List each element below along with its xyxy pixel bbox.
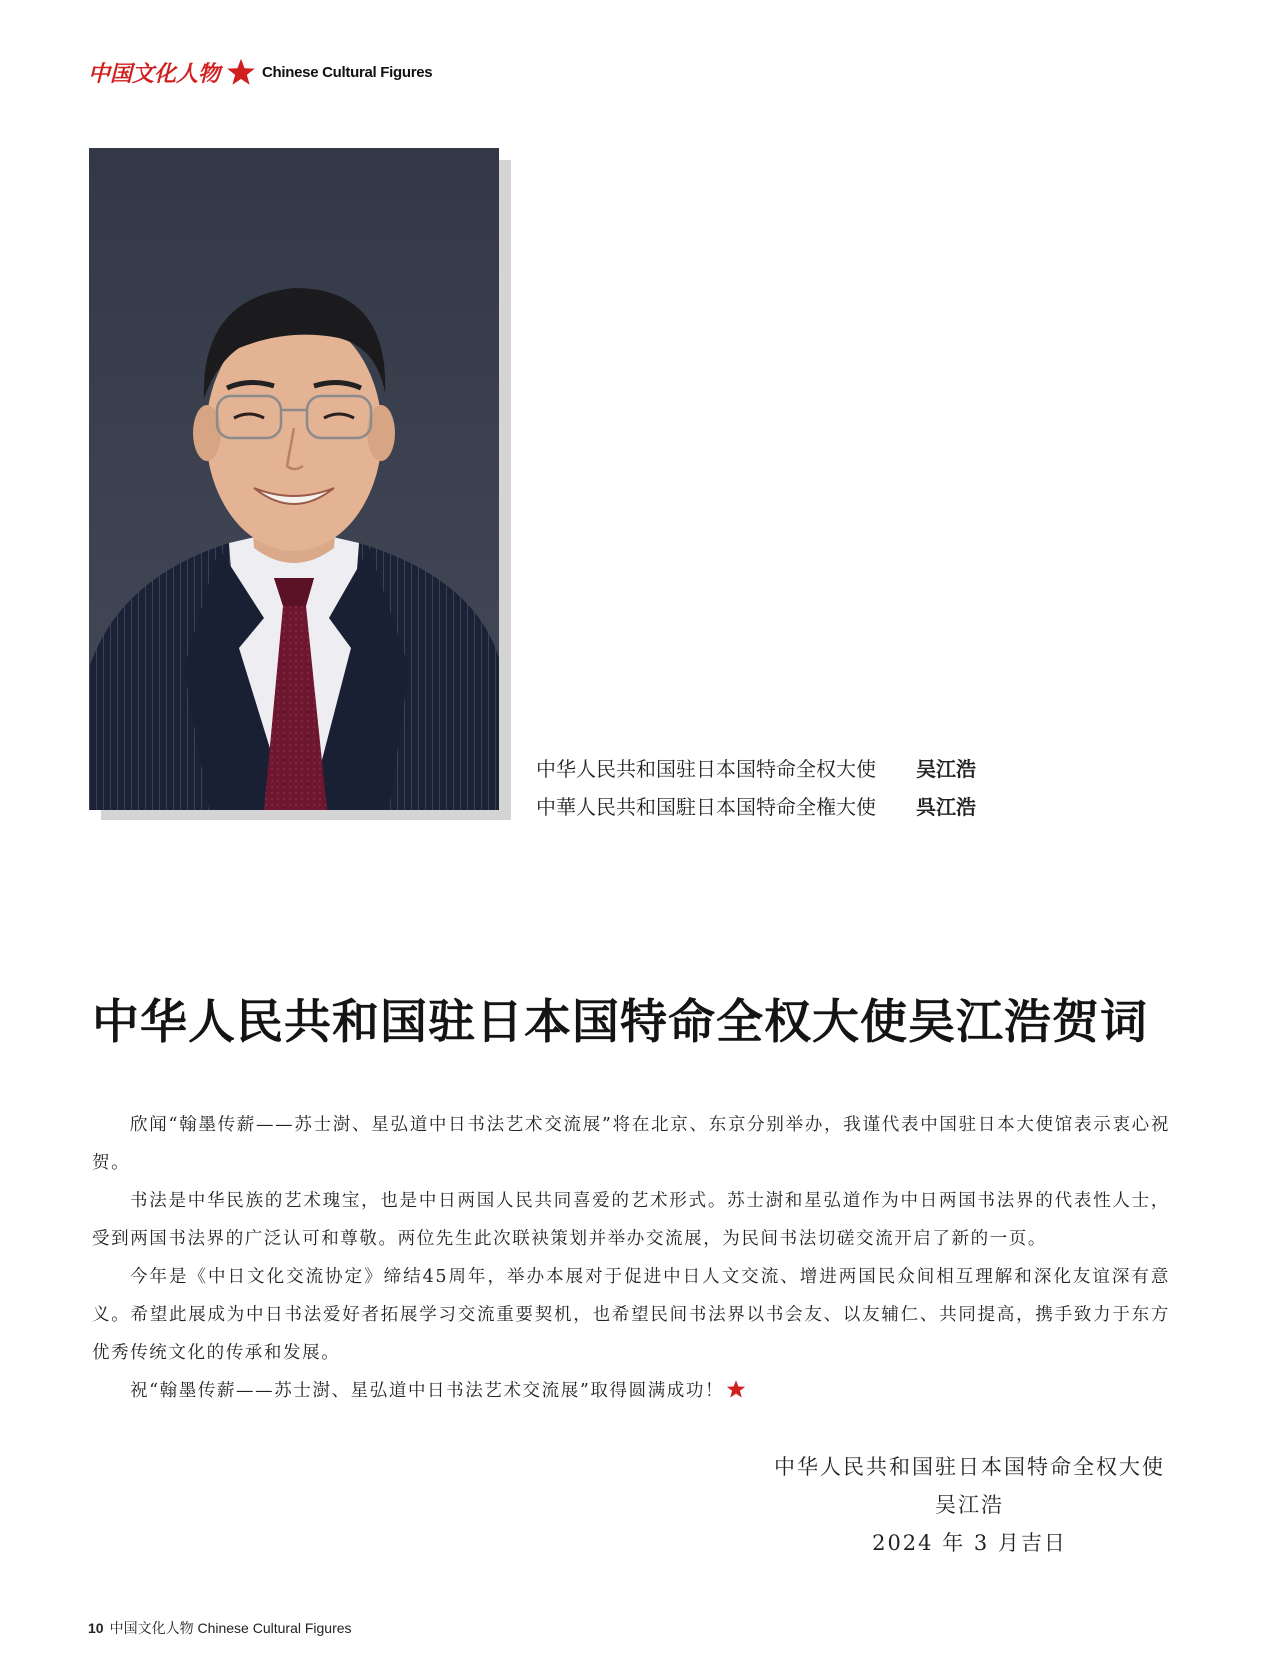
caption-title-simplified: 中华人民共和国驻日本国特命全权大使 bbox=[536, 756, 876, 781]
portrait-photo bbox=[89, 148, 499, 810]
body-paragraph-3: 今年是《中日文化交流协定》缔结45周年，举办本展对于促进中日人文交流、增进两国民众间相互理解和深化友谊深有意义。希望此展成为中日书法爱好者拓展学习交流重要契机，也希望民间书法界以书会友、以友辅仁、共同提高，携手致力于东方优秀传统文化的传承和发展。 bbox=[92, 1267, 1170, 1363]
brand-logo-en: Chinese Cultural Figures bbox=[262, 63, 433, 81]
page-footer bbox=[88, 1618, 352, 1638]
photo-caption bbox=[536, 748, 976, 824]
page-header bbox=[88, 54, 432, 90]
article-body bbox=[92, 1106, 1170, 1410]
caption-line-japanese bbox=[536, 786, 976, 824]
page-number: 10 bbox=[88, 1620, 104, 1636]
caption-name-japanese: 呉江浩 bbox=[916, 794, 976, 819]
body-paragraph-2: 书法是中华民族的艺术瑰宝，也是中日两国人民共同喜爱的艺术形式。苏士澍和星弘道作为中日两国书法界的代表性人士，受到两国书法界的广泛认可和尊敬。两位先生此次联袂策划并举办交流展，为民间书法切磋交流开启了新的一页。 bbox=[92, 1191, 1170, 1249]
caption-title-japanese: 中華人民共和国駐日本国特命全権大使 bbox=[536, 794, 876, 819]
signature-block bbox=[774, 1448, 1165, 1562]
caption-name-simplified: 吴江浩 bbox=[916, 756, 976, 781]
body-paragraph-4 bbox=[92, 1372, 1170, 1410]
caption-line-simplified bbox=[536, 748, 976, 786]
body-paragraph-1: 欣闻“翰墨传薪——苏士澍、星弘道中日书法艺术交流展”将在北京、东京分别举办，我谨代表中国驻日本大使馆表示衷心祝贺。 bbox=[92, 1115, 1170, 1173]
star-icon bbox=[226, 57, 256, 87]
signature-date: 2024 年 3 月吉日 bbox=[872, 1531, 1067, 1555]
closing-wish: 祝“翰墨传薪——苏士澍、星弘道中日书法艺术交流展”取得圆满成功！ bbox=[130, 1381, 725, 1401]
end-star-icon bbox=[726, 1379, 746, 1399]
signature-title: 中华人民共和国驻日本国特命全权大使 bbox=[774, 1455, 1165, 1479]
footer-text: 中国文化人物 Chinese Cultural Figures bbox=[109, 1620, 352, 1636]
article-title: 中华人民共和国驻日本国特命全权大使吴江浩贺词 bbox=[92, 995, 1148, 1050]
signature-name: 吴江浩 bbox=[935, 1493, 1004, 1517]
brand-logo-cn: 中国文化人物 bbox=[88, 60, 221, 87]
